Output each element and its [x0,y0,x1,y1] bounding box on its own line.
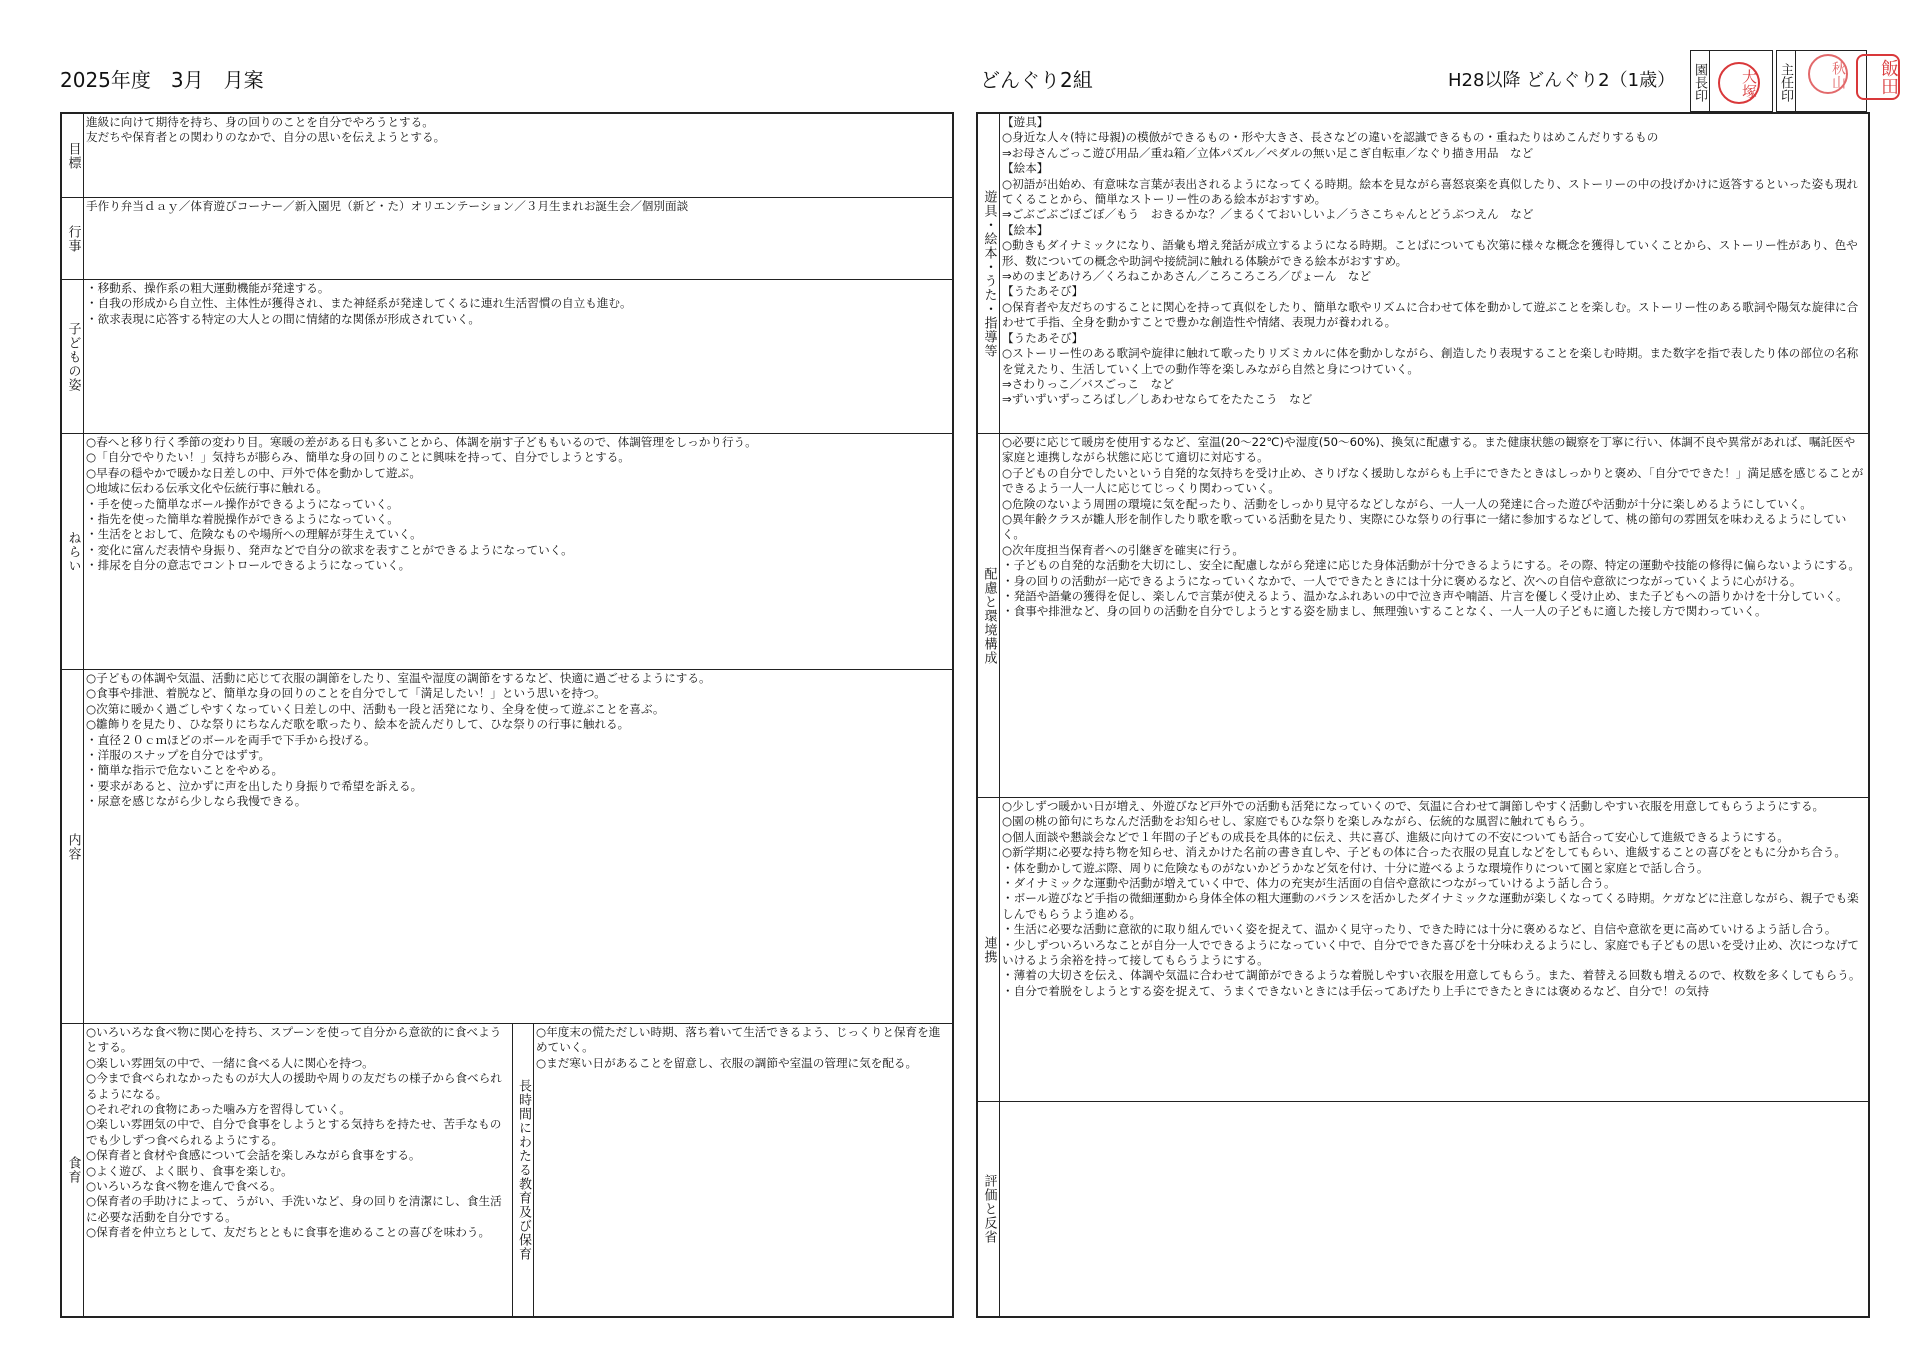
seal-principal: 大塚 [1718,62,1760,104]
long-care-text: ○年度末の慌ただしい時期、落ち着いて生活できるよう、じっくりと保育を進めていく。 ○まだ寒い日があることを留意し、衣服の調節や室温の管理に気を配る。 [536,1025,941,1070]
food-text: ○いろいろな食べ物に関心を持ち、スプーンを使って自分から意欲的に食べようとする。 ○楽しい雰囲気の中で、一緒に食べる人に関心を持つ。 ○今まで食べられなかったものが大人の援助や周りの友だちの様子から食べられるようになる。 ○それぞれの食物にあった噛み方を習得していく。 ○楽しい雰囲気の中で、自分で食事をしようとする気持ちを持たせ、苦手なものでも少しずつ食べられるようにする。 ○保育者と食材や食感について会話を楽しみながら食事をする。 ○よく遊び、よく眠り、食事を楽しむ。 ○いろいろな食べ物を進んで食べる。 ○保育者の手助けによって、うがい、手洗いなど、身の回りを清潔にし、食生活に必要な活動を自分でする。 ○保育者を仲立ちとして、友だちとともに食事を進めることの喜びを味わう。 [86,1025,502,1240]
environment-label: 配慮と環境構成 [981,566,997,665]
aims-label: ねらい [65,530,81,573]
child-label: 子どもの姿 [65,321,81,392]
goal-section [62,114,952,198]
page-title: 2025年度 3月 月案 [60,68,264,92]
food-section [62,1024,952,1316]
content-section [62,670,952,1024]
content-text: ○子どもの体調や気温、活動に応じて衣服の調節をしたり、室温や湿度の調節をするなど、快適に過ごせるようにする。 ○食事や排泄、着脱など、簡単な身の回りのことを自分でして「満足したい！」という思いを持つ。 ○次第に暖かく過ごしやすくなっていく日差しの中、活動も一段と活発になり、全身を使って遊ぶことを喜ぶ。 ○雛飾りを見たり、ひな祭りにちなんだ歌を歌ったり、絵本を読んだりして、ひな祭りの行事に触れる。 ・直径２０ｃｍほどのボールを両手で下手から投げる。 ・洋服のスナップを自分ではずす。 ・簡単な指示で危ないことをやめる。 ・要求があると、泣かずに声を出したり身振りで希望を訴える。 ・尿意を感じながら少しなら我慢できる。 [86,671,711,809]
seal-chief: 秋山 [1808,54,1848,94]
class-name: どんぐり2組 [980,68,1093,92]
goal-label: 目標 [65,141,81,170]
aims-text: ○春へと移り行く季節の変わり目。寒暖の差がある日も多いことから、体調を崩す子どももいるので、体調管理をしっかり行う。 ○「自分でやりたい！」気持ちが膨らみ、簡単な身の回りのことに興味を持って、自分でしようとする。 ○早春の穏やかで暖かな日差しの中、戸外で体を動かして遊ぶ。 ○地域に伝わる伝承文化や伝統行事に触れる。 ・手を使った簡単なボール操作ができるようになっていく。 ・指先を使った簡単な着脱操作ができるようになっていく。 ・生活をとおして、危険なものや場所への理解が芽生えていく。 ・変化に富んだ表情や身振り、発声などで自分の欲求を表すことができるようになっていく。 ・排尿を自分の意志でコントロールできるようになっていく。 [86,435,757,573]
class-info: H28以降 どんぐり2（1歳） [1448,70,1676,91]
seal-extra: 飯田 [1856,54,1900,100]
goal-text: 進級に向けて期待を持ち、身の回りのことを自分でやろうとする。 友だちや保育者との関わりのなかで、自分の思いを伝えようとする。 [86,115,446,145]
evaluation-label: 評価と反省 [981,1174,997,1244]
child-text: ・移動系、操作系の粗大運動機能が発達する。 ・自我の形成から自立性、主体性が獲得され、また神経系が発達してくるに連れ生活習慣の自立も進む。 ・欲求表現に応答する特定の大人との間に情緒的な関係が形成されていく。 [86,281,632,326]
right-panel [976,112,1870,1318]
cooperation-section [978,798,1868,1102]
materials-section [978,114,1868,434]
environment-section [978,434,1868,798]
left-panel [60,112,954,1318]
events-text: 手作り弁当ｄａｙ／体育遊びコーナー／新入園児（新ど・た）オリエンテーション／３月生まれお誕生会／個別面談 [86,199,689,213]
content-label: 内容 [65,832,81,861]
events-section [62,198,952,280]
aims-section [62,434,952,670]
evaluation-text [1002,1103,1864,1316]
materials-label: 遊具・絵本・うた・指導等 [981,189,997,358]
environment-text: ○必要に応じて暖房を使用するなど、室温(20〜22℃)や湿度(50〜60%)、換気に配慮する。また健康状態の観察を丁寧に行い、体調不良や異常があれば、嘱託医や家庭と連携しながら状態に応じて適切に対応する。 ○子どもの自分でしたいという自発的な気持ちを受け止め、さりげなく援助しながらも上手にできたときはしっかりと褒め、「自分でできた！」満足感を感じることができるよう一人一人に応じてじっくり関わっていく。 ○危険のないよう周囲の環境に気を配ったり、活動をしっかり見守るなどしながら、一人一人の発達に合った遊びや活動が十分に楽しめるようにしていく。 ○異年齢クラスが雛人形を制作したり歌を歌っている活動を見たり、実際にひな祭りの行事に一緒に参加するなどして、桃の節句の雰囲気を味わえるようにしていく。 ○次年度担当保育者への引継ぎを確実に行う。 ・子どもの自発的な活動を大切にし、安全に配慮しながら発達に応じた身体活動が十分できるようにする。その際、特定の運動や技能の修得に偏らないようにする。 ・身の回りの活動が一応できるようになっていくなかで、一人でできたときには十分に褒めるなど、次への自信や意欲につながっていくように心がける。 ・発語や語彙の獲得を促し、楽しんで言葉が使えるよう、温かなふれあいの中で泣き声や喃語、片言を優しく受け止め、また子どもへの語りかけを十分していく。 ・食事や排泄など、身の回りの活動を自分でしようとする姿を励まし、無理強いすることなく、一人一人の子どもに適した接し方で関わっていく。 [1002,435,1864,619]
stamp-chief-label: 主任印 [1776,50,1796,112]
cooperation-label: 連携 [981,935,997,964]
materials-text: 【遊具】 ○身近な人々(特に母親)の模倣ができるもの・形や大きさ、長さなどの違いを認識できるもの・重ねたりはめこんだりするもの ⇒お母さんごっこ遊び用品／重ね箱／立体パズル／ペダルの無い足こぎ自転車／なぐり描き用品 など 【絵本】 ○初語が出始め、有意味な言葉が表出されるようになってくる時期。絵本を見ながら喜怒哀楽を真似したり、ストーリーの中の投げかけに返答するといった姿も現れてくることから、簡単なストーリー性のある絵本がおすすめ。 ⇒ごぶごぶごぼごぼ／もう おきるかな？／まるくておいしいよ／うさこちゃんとどうぶつえん など 【絵本】 ○動きもダイナミックになり、語彙も増え発話が成立するようになる時期。ことばについても次第に様々な概念を獲得していくことから、ストーリー性があり、色や形、数についての概念や助詞や接続詞に触れる体験ができる絵本がおすすめ。 ⇒めのまどあけろ／くろねこかあさん／ころころころ／ぴょーん など 【うたあそび】 ○保育者や友だちのすることに関心を持って真似をしたり、簡単な歌やリズムに合わせて体を動かして遊ぶことを楽しむ。ストーリー性のある歌詞や陽気な旋律に合わせて手指、全身を動かすことで豊かな創造性や情緒、表現力が養われる。 【うたあそび】 ○ストーリー性のある歌詞や旋律に触れて歌ったりリズミカルに体を動かしながら、創造したり表現することを楽しむ時期。また数字を指で表したり体の部位の名称を覚えたり、生活していく上での動作等を楽しみながら自然と身につけていく。 ⇒さわりっこ／バスごっこ など ⇒ずいずいずっころばし／しあわせならてをたたこう など [1002,115,1859,407]
food-label: 食育 [65,1156,81,1184]
cooperation-text: ○少しずつ暖かい日が増え、外遊びなど戸外での活動も活発になっていくので、気温に合わせて調節しやすく活動しやすい衣服を用意してもらうようにする。 ○園の桃の節句にちなんだ活動をお知らせし、家庭でもひな祭りを楽しみながら、伝統的な風習に触れてもらう。 ○個人面談や懇談会などで１年間の子どもの成長を具体的に伝え、共に喜び、進級に向けての不安についても話合って安心して進級できるようにする。 ○新学期に必要な持ち物を知らせ、消えかけた名前の書き直しや、子どもの体に合った衣服の見直しなどをしてもらい、進級することの喜びをともに分かち合う。 ・体を動かして遊ぶ際、周りに危険なものがないかどうかなど気を付け、十分に遊べるような環境作りについて園と家庭とで話し合う。 ・ダイナミックな運動や活動が増えていく中で、体力の充実が生活面の自信や意欲につながっていけるよう話し合う。 ・ボール遊びなど手指の微細運動から身体全体の粗大運動のバランスを活かしたダイナミックな運動が楽しくなってくる時期。ケガなどに注意しながら、親子でも楽しんでもらうよう進める。 ・生活に必要な活動に意欲的に取り組んでいく姿を捉えて、温かく見守ったり、できた時には十分に褒めるなど、自信や意欲を更に高めていけるよう話し合う。 ・少しずついろいろなことが自分一人でできるようになっていく中で、自分でできた喜びを十分味わえるようにし、家庭でも子どもの思いを受け止め、次につなげていけるよう余裕を持って接してもらうようにする。 ・薄着の大切さを伝え、体調や気温に合わせて調節ができるような着脱しやすい衣服を用意してもらう。また、着替える回数も増えるので、枚数を多くしてもらう。 ・自分で着脱をしようとする姿を捉えて、うまくできないときには手伝ってあげたり上手にできたときには褒めるなど、自分で！の気持 [1002,799,1861,998]
evaluation-section [978,1102,1868,1316]
child-section [62,280,952,434]
events-label: 行事 [65,224,81,253]
stamp-principal-label: 園長印 [1690,50,1710,112]
long-care-label: 長時間にわたる教育及び保育 [516,1079,531,1261]
